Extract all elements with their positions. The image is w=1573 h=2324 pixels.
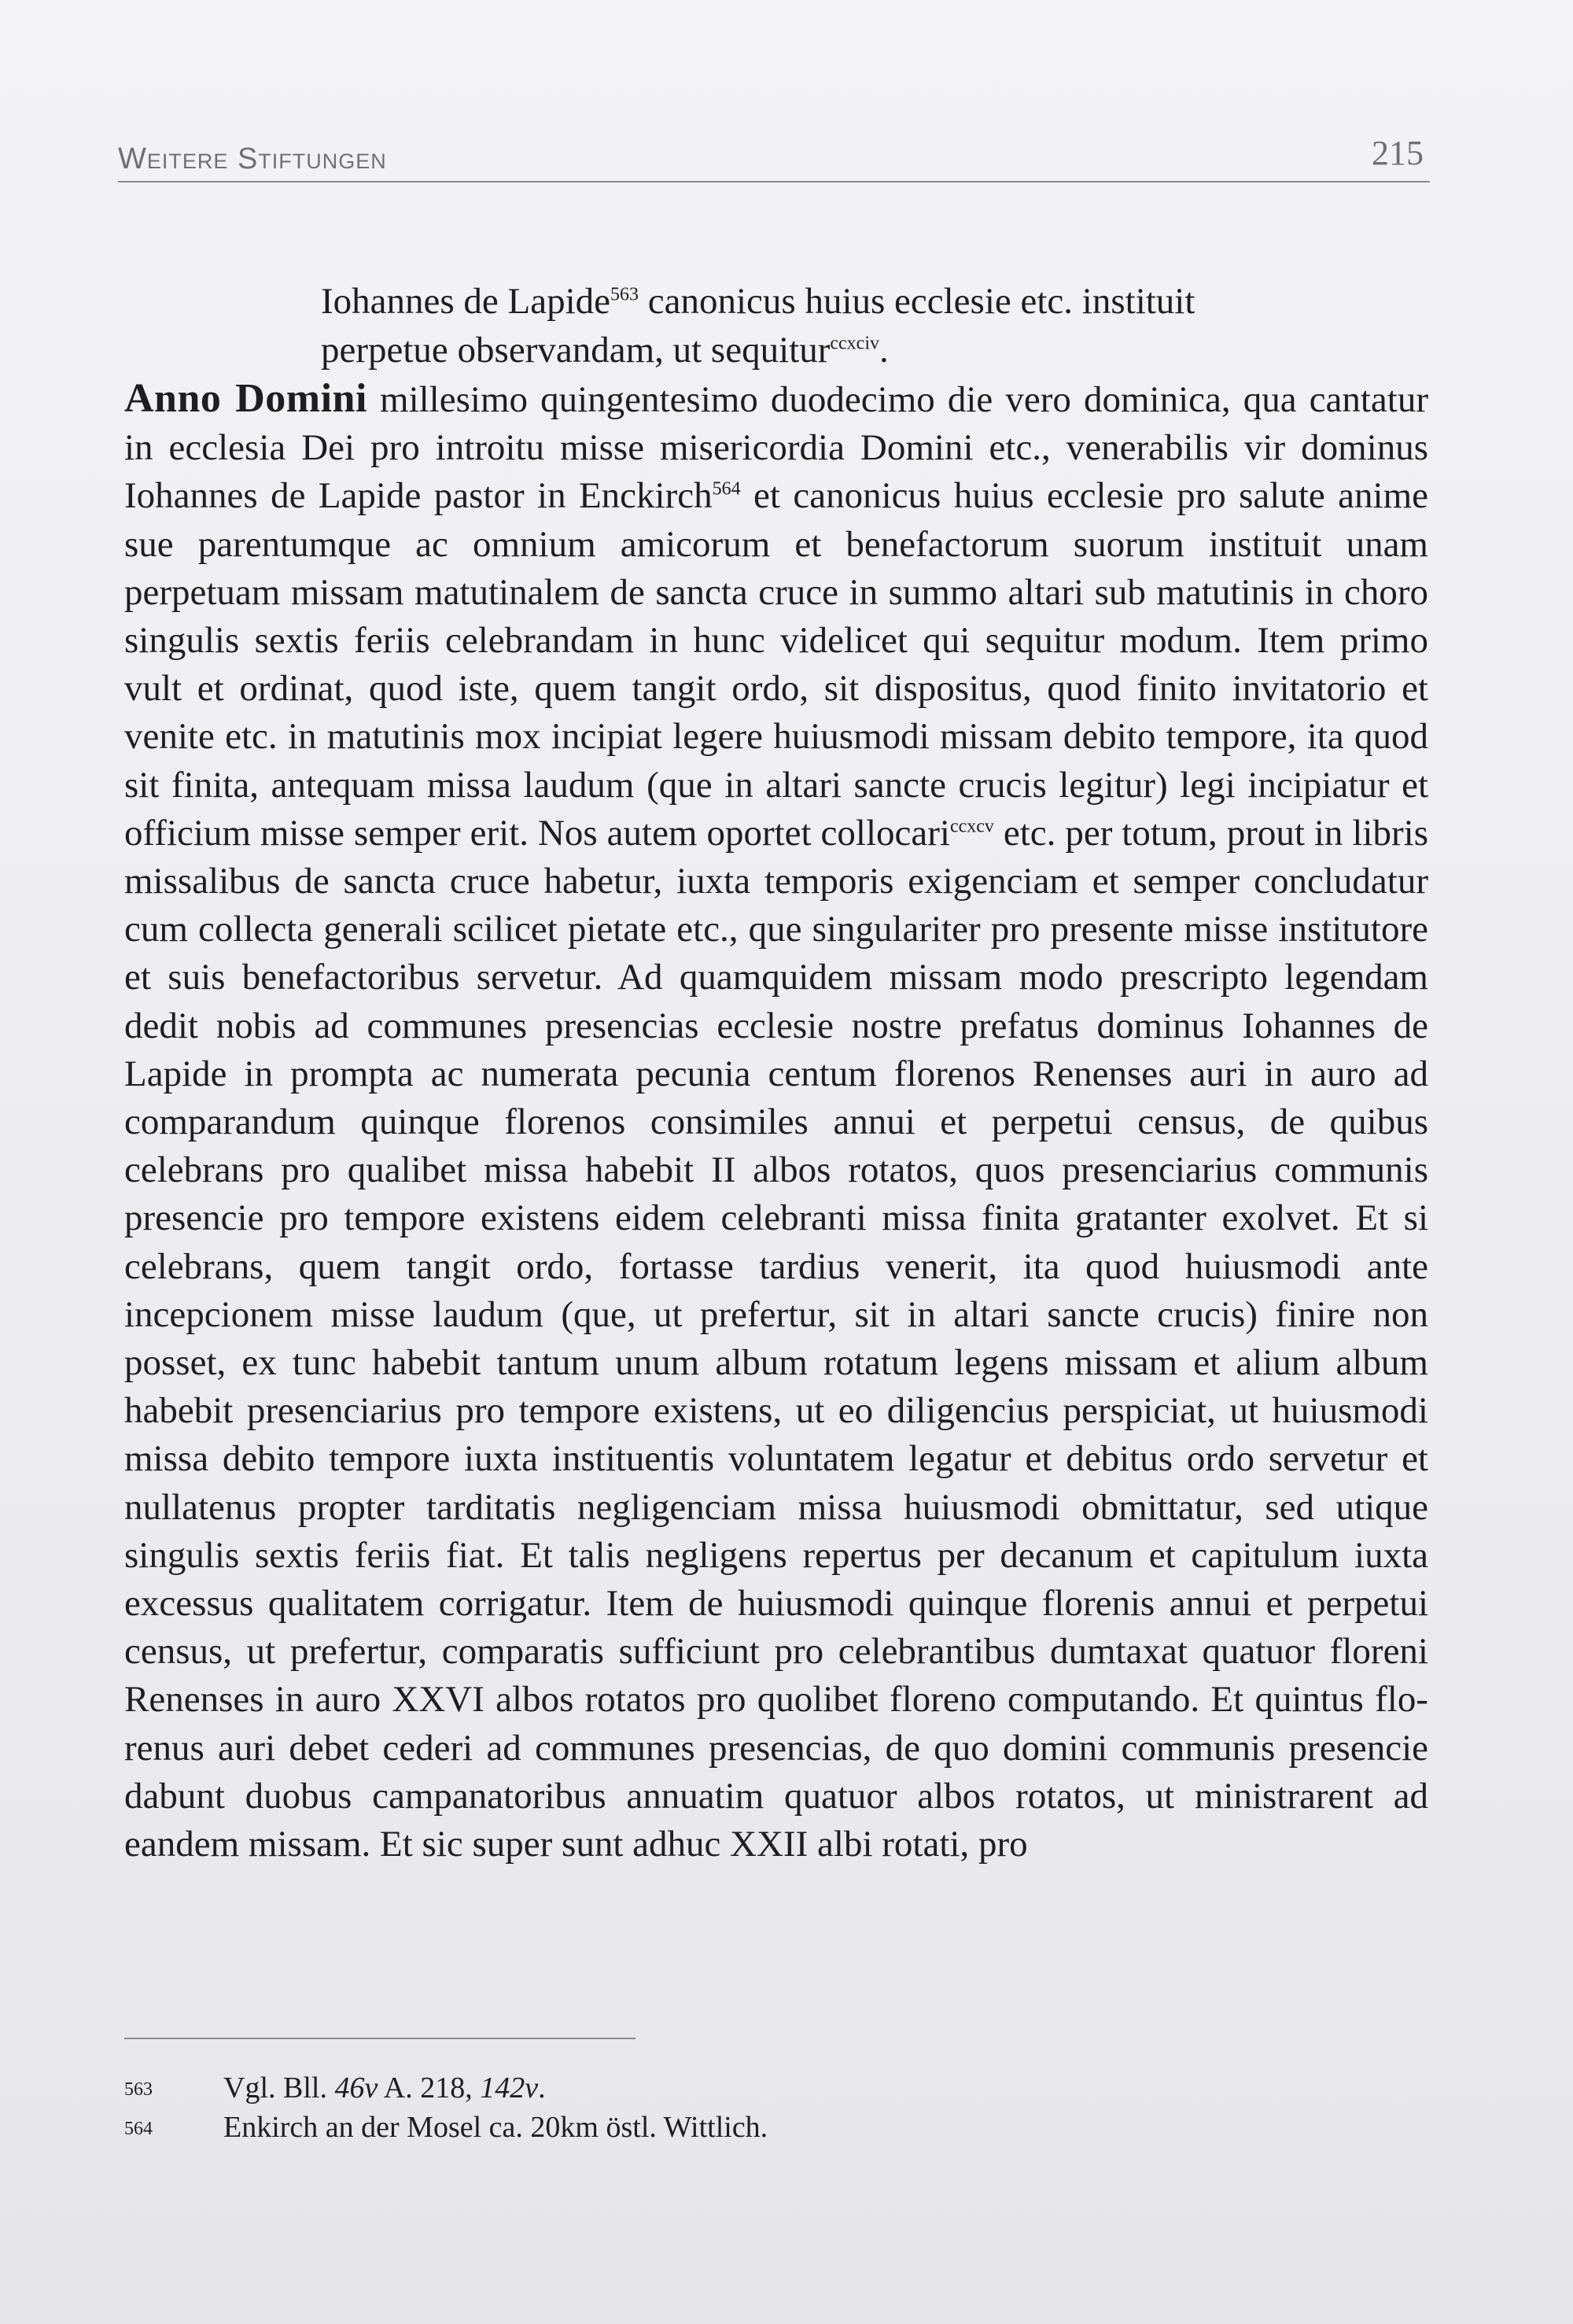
note-ref-ccxcv[interactable]: ccxcv (949, 816, 994, 837)
body-text: etc. per totum, prout in libris missalibus de sancta cruce habetur, iuxta temporis exigenciam et semper concludatur cum collecta generali scilicet pietate etc., que singulariter pro presente misse institutore et suis benefactoribus servetur. Ad quamquidem missam modo prescripto legendam dedit nobis ad communes presencias ecclesie nostre prefatus dominus Iohannes de Lapide in prompta ac numerata pecunia centum florenos Renenses auri in auro ad comparandum quinque florenos consimiles annui et perpetui census, de quibus celebrans pro qualibet missa habebit II albos rotatos, quos presenciarius communis presencie pro tempore existens eidem celebranti missa finita gratanter exolvet. Et si celebrans, quem tangit ordo, fortasse tardius venerit, ita quod huiusmodi ante incepcionem misse laudum (que, ut prefertur, sit in altari sancte crucis) finire non posset, ex tunc habebit tantum unum album rotatum legens missam et alium album habebit presenciarius pro tempore existens, ut eo diligencius perspiciat, ut huiusmodi missa debito tempore iuxta instituentis voluntatem legatur et debitus ordo servetur et nullatenus propter tarditatis negligenciam missa huiusmodi obmittatur, sed utique singulis sextis feriis fiat. Et talis negligens repertus per decanum et capitulum iuxta excessus qualitatem corrigatur. Item de huiusmodi quinque florenis annui et perpetui census, ut prefertur, comparatis sufficiunt pro celebrantibus dumtaxat quatuor floreni Renenses in auro XXVI albos rotatos pro quolibet floreno computando. Et quintus florenus auri debet cederi ad communes presencias, de quo domini communis presencie dabunt duobus campanatoribus annuatim quatuor albos rotatos, ut ministrarent ad eandem missam. Et sic super sunt adhuc XXII albi rotati, pro (124, 812, 1428, 1865)
footnote-ref-563[interactable]: 563 (610, 284, 639, 305)
body-text: millesimo quingentesimo duodecimo die vero dominica, qua cantatur in ecclesia Dei pro introitu misse misericordia Domini etc., venerabilis vir dominus Iohannes de Lapide pastor in Enckirch (124, 379, 1429, 517)
intro-text: . (879, 330, 889, 371)
section-title: Weitere Stiftungen (118, 142, 387, 175)
intro-text: canonicus huius ecclesie etc. instituit (639, 281, 1195, 322)
footnote-text: Vgl. Bll. 46v A. 218, 142v. (223, 2071, 546, 2105)
note-ref-ccxciv[interactable]: ccxciv (830, 333, 879, 354)
intro-line-1 (321, 277, 1343, 326)
running-header (118, 126, 1430, 183)
footnote-number: 563 (124, 2079, 153, 2100)
body-text: et canonicus huius ecclesie pro salute anime sue parentumque ac omnium amicorum et benefactorum suorum instituit unam perpetuam missam matutinalem de sancta cruce in summo altari sub matutinis in choro singulis sextis feriis celebrandam in hunc videlicet qui sequitur modum. Item primo vult et ordinat, quod iste, quem tangit ordo, sit dispositus, quod finito invitatorio et venite etc. in matutinis mox incipiat legere huiusmodi missam debito tempore, ita quod sit finita, antequam missa laudum (que in altari sancte crucis legitur) legi incipiatur et officium misse semper erit. Nos autem oportet collocari (124, 475, 1429, 854)
lead-words: Anno Domini (124, 376, 367, 421)
page-number: 215 (1372, 134, 1424, 172)
intro-text: Iohannes de Lapide (321, 281, 611, 322)
footnote-ref-564[interactable]: 564 (712, 478, 741, 500)
heading-intro (321, 277, 1343, 374)
footnote-number: 564 (124, 2119, 153, 2139)
footnote-text: Enkirch an der Mosel ca. 20km östl. Wittlich. (223, 2111, 768, 2144)
intro-line-2 (321, 326, 1343, 374)
main-text (124, 374, 1428, 1868)
intro-text: perpetue observandam, ut sequitur (321, 330, 831, 371)
footnote-divider (124, 2038, 635, 2039)
